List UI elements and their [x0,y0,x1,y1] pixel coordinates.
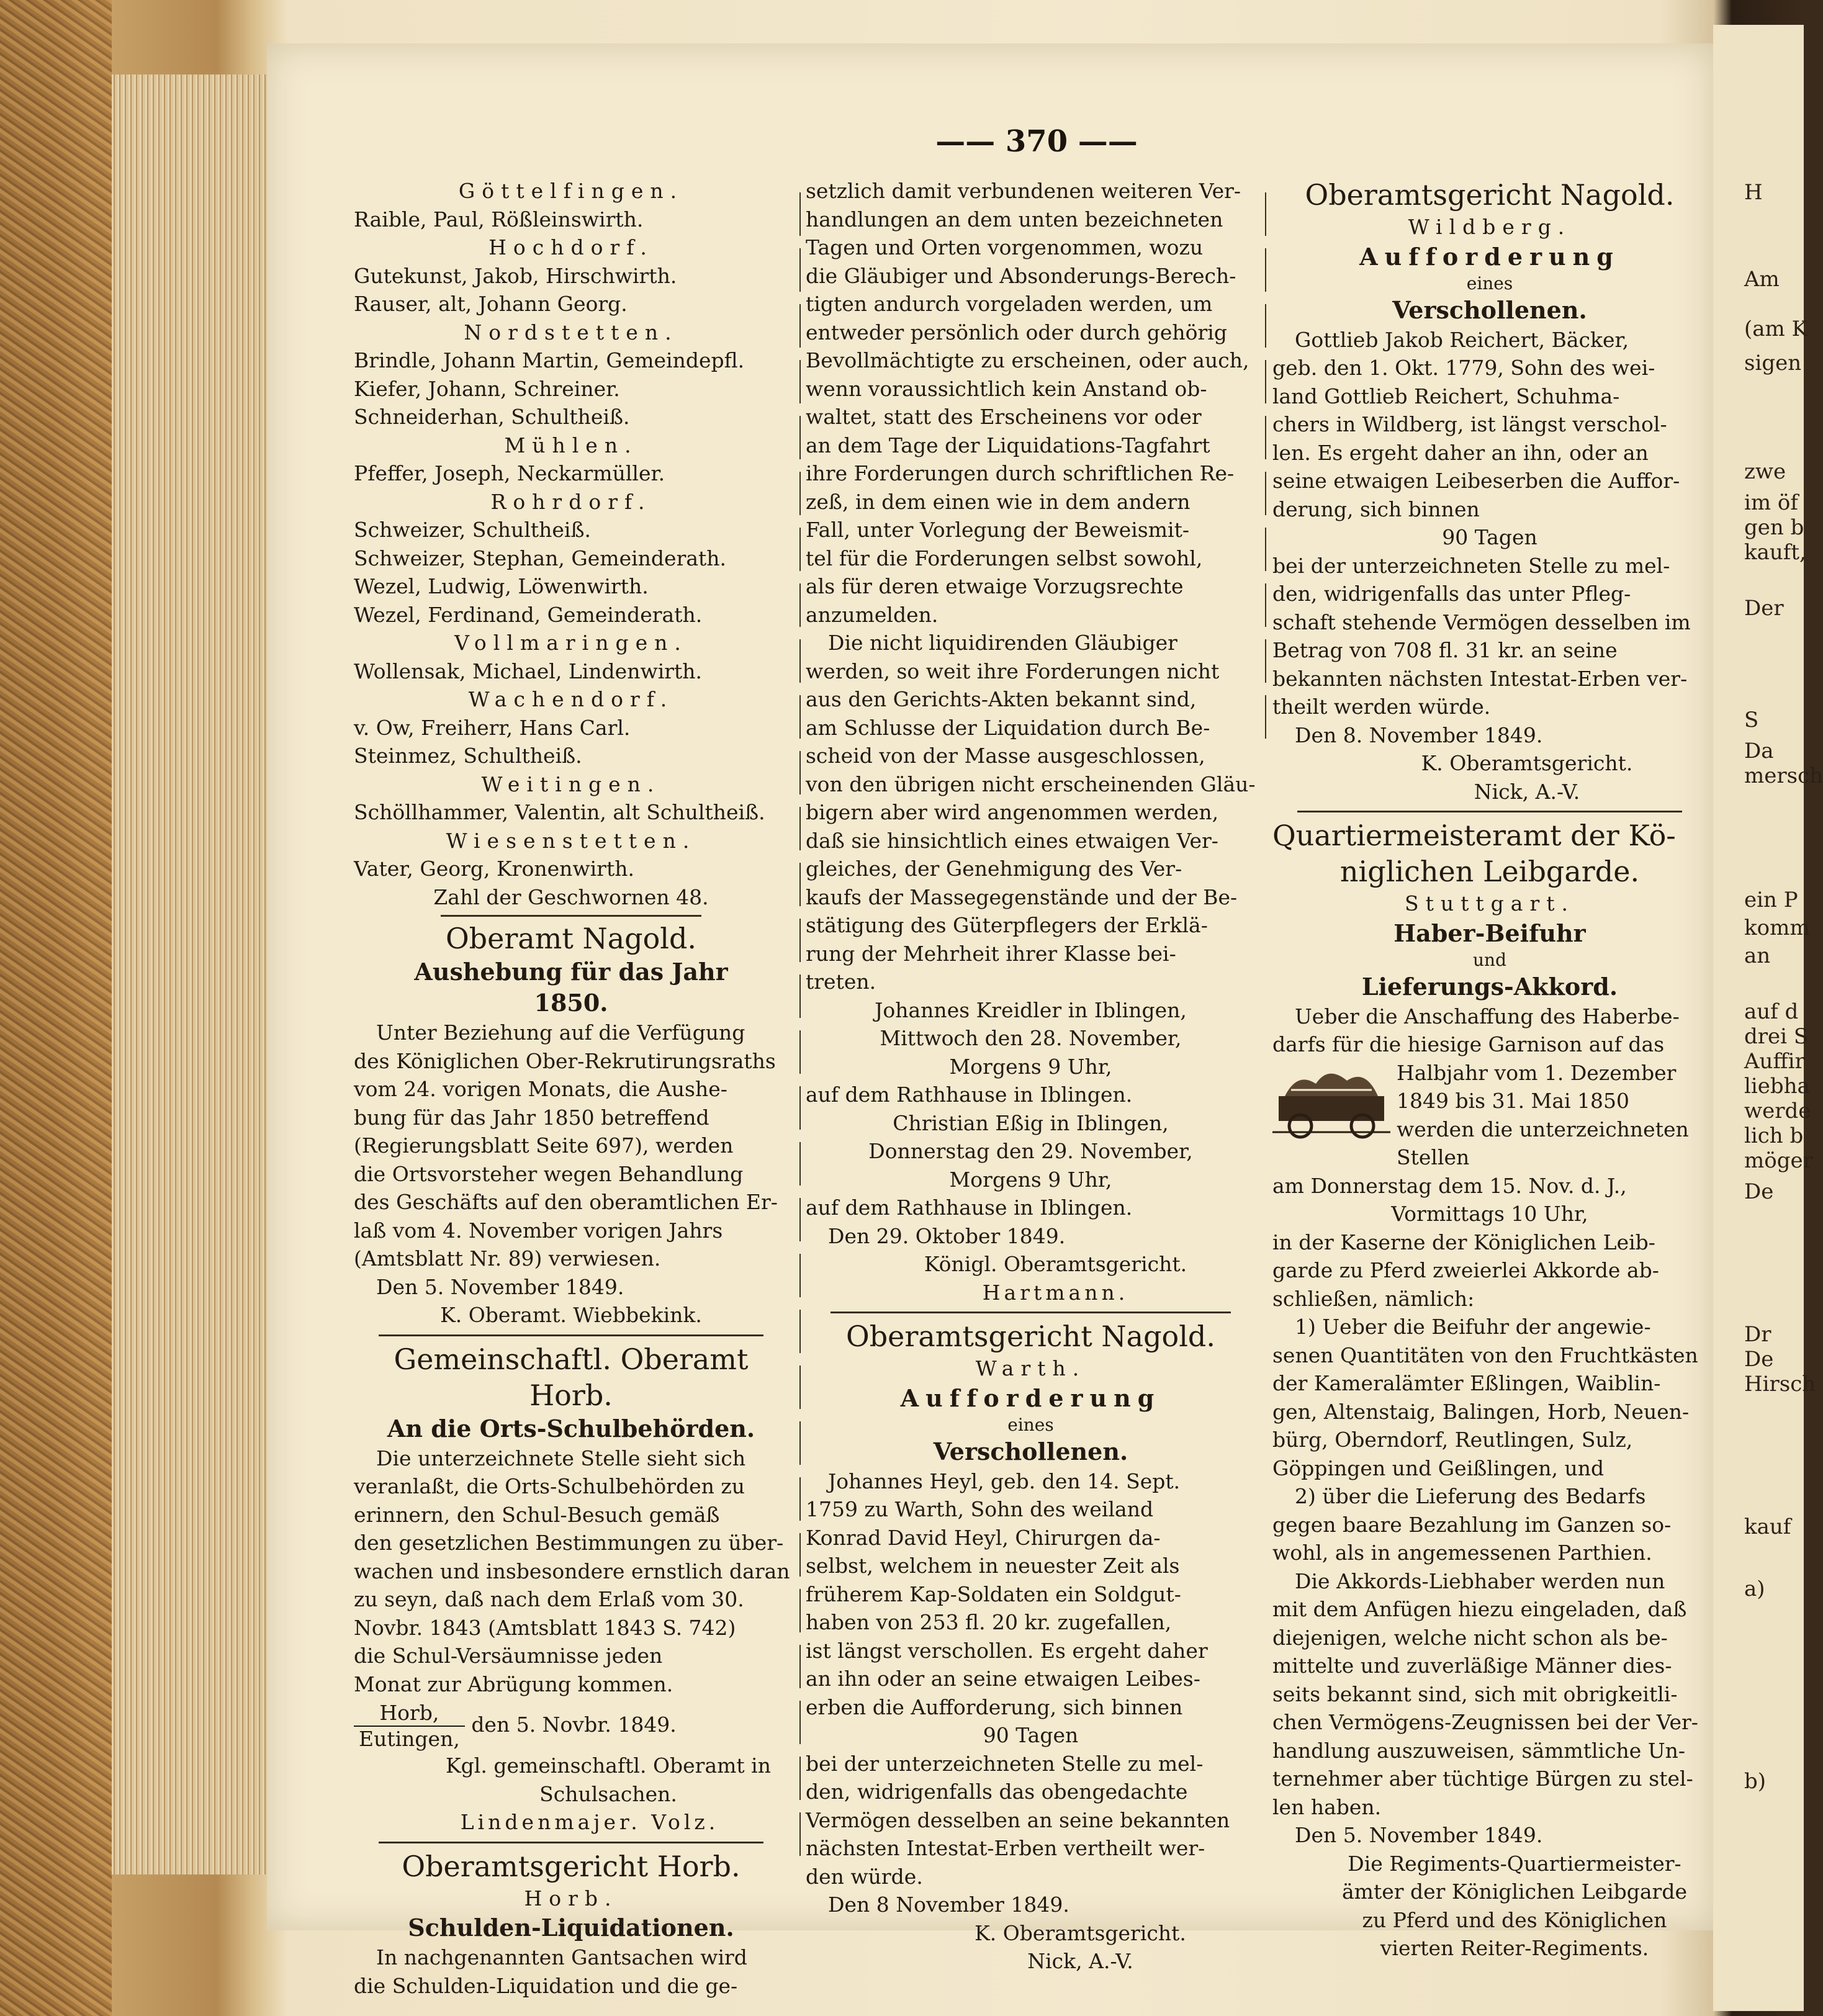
liquidation-dates [806,996,1256,1222]
facing-page-text: möger [1744,1148,1813,1173]
text-line: bürg, Oberndorf, Reutlingen, Sulz, [1272,1428,1633,1452]
text-line: Die Akkords-Liebhaber werden nun [1295,1568,1665,1593]
text-line: geb. den 1. Okt. 1779, Sohn des wei- [1272,356,1655,380]
text-line: Vormittags 10 Uhr, [1391,1202,1588,1226]
section-place: Warth. [975,1356,1086,1380]
text-line: 2) über die Lieferung des Bedarfs [1295,1484,1646,1508]
place-bracket [354,1701,465,1752]
text-line: bei der unterzeichneten Stelle zu mel- [806,1751,1204,1776]
text-line: Johannes Kreidler in Iblingen, [875,997,1187,1022]
section-subtitle: An die Orts-Schulbehörden. [387,1414,755,1442]
text-line: bigern aber wird angenommen werden, [806,800,1219,824]
facing-page-text: Da [1744,739,1774,763]
notice-date: Den 5. November 1849. [376,1274,624,1299]
text-line: tel für die Forderungen selbst sowohl, [806,546,1203,570]
text-line: werden, so weit ihre Forderungen nicht [806,659,1220,683]
facing-page-text: Am [1744,267,1780,292]
text-line: senen Quantitäten von den Fruchtkästen [1272,1343,1698,1367]
facing-page-text: S [1744,708,1759,732]
text-line: In nachgenannten Gantsachen wird [376,1945,747,1969]
section-subtitle: Verschollenen. [933,1437,1128,1465]
text-line: seine etwaigen Leibeserben die Auffor- [1272,469,1680,493]
text-line: die Schul-Versäumnisse jeden [354,1644,663,1668]
section-place: Wildberg. [1408,215,1572,239]
facing-page-text: De [1744,1347,1774,1372]
page-number: —— 370 —— [935,124,1138,159]
text-line: Kiefer, Johann, Schreiner. [354,376,620,401]
notice-date: Den 8. November 1849. [1295,722,1543,747]
text-line: 1) Ueber die Beifuhr der angewie- [1295,1315,1651,1339]
text-line: ihre Forderungen durch schriftlichen Re- [806,461,1235,485]
notice-signature: K. Oberamt. Wiebbekink. [440,1303,702,1327]
notice-signature: Königl. Oberamtsgericht. [924,1252,1187,1276]
notice-body [354,1019,788,1273]
text-line: derung, sich binnen [1272,497,1480,521]
text-line: den, widrigenfalls das unter Pfleg- [1272,582,1631,606]
facing-page-text: b) [1744,1769,1767,1794]
deadline-days: 90 Tagen [983,1723,1079,1747]
text-line: wohl, als in angemessenen Parthien. [1272,1541,1652,1565]
notice-signature: K. Oberamtsgericht. [1421,751,1633,775]
facing-page-text: kauft, [1744,540,1806,565]
notice-date: Den 8 November 1849. [828,1892,1069,1917]
column-divider-2 [1265,192,1266,751]
text-line: chen Vermögens-Zeugnissen bei der Ver- [1272,1710,1698,1734]
text-line: Wachendorf. [468,687,674,711]
text-line: den, widrigenfalls das obengedachte [806,1780,1188,1804]
facing-page-text: De [1744,1179,1774,1204]
text-line: Novbr. 1843 (Amtsblatt 1843 S. 742) [354,1615,736,1640]
facing-page-text: im öf [1744,490,1798,515]
text-line: daß sie hinsichtlich eines etwaigen Ver- [806,828,1218,853]
notice-date: Den 5. November 1849. [1295,1823,1543,1847]
text-line: chers in Wildberg, ist längst verschol- [1272,412,1667,436]
text-line: Gottlieb Jakob Reichert, Bäcker, [1295,327,1629,352]
text-line: seits bekannt sind, sich mit obrigkeitli- [1272,1681,1678,1706]
text-line: mit dem Anfügen hiezu eingeladen, daß [1272,1597,1687,1621]
divider [441,915,701,917]
text-line: rung der Mehrheit ihrer Klasse bei- [806,941,1176,966]
text-line: an dem Tage der Liquidations-Tagfahrt [806,433,1210,457]
text-line: laß vom 4. November vorigen Jahrs [354,1218,723,1243]
facing-page-text: mersch [1744,763,1823,788]
text-line: Vollmaringen. [454,631,688,655]
facing-page-text: ein P [1744,888,1798,912]
section-title: Oberamtsgericht Horb. [402,1849,740,1883]
text-line: v. Ow, Freiherr, Hans Carl. [354,715,631,740]
text-line: Mittwoch den 28. November, [880,1026,1182,1050]
place-eutingen: Eutingen, [359,1727,460,1751]
facing-page-text: drei S [1744,1024,1809,1049]
text-line: Die nicht liquidirenden Gläubiger [828,631,1177,655]
text-line: Donnerstag den 29. November, [868,1139,1193,1163]
notice-signature-name: Nick, A.-V. [1474,779,1580,804]
section-place: Horb. [524,1886,618,1910]
section-subtitle-small: eines [1007,1414,1054,1435]
text-line: Betrag von 708 fl. 31 kr. an seine [1272,638,1618,662]
text-line: zu Pferd und des Königlichen [1362,1907,1667,1932]
text-line: nächsten Intestat-Erben vertheilt wer- [806,1836,1205,1860]
text-line: Steinmez, Schultheiß. [354,744,582,768]
text-line: Halbjahr vom 1. Dezember [1397,1060,1677,1085]
text-line: (Amtsblatt Nr. 89) verwiesen. [354,1246,661,1271]
text-line: scheid von der Masse ausgeschlossen, [806,744,1205,768]
column-1 [354,177,788,2000]
text-line: Die Regiments-Quartiermeister- [1348,1851,1681,1876]
divider [830,1312,1231,1313]
text-line: an ihn oder an seine etwaigen Leibes- [806,1667,1200,1691]
text-line: der Kameralämter Eßlingen, Waiblin- [1272,1371,1661,1395]
text-line: Wiesenstetten. [446,828,696,853]
text-line: die Ortsvorsteher wegen Behandlung [354,1161,744,1186]
notice-signature: Kgl. gemeinschaftl. Oberamt in [446,1753,771,1778]
facing-page-text: werde [1744,1099,1811,1123]
notice-signature [1272,1850,1707,1963]
text-line: Raible, Paul, Rößleinswirth. [354,207,644,232]
jury-list [354,177,788,911]
text-line: Wezel, Ferdinand, Gemeinderath. [354,602,703,627]
text-line: vom 24. vorigen Monats, die Aushe- [354,1077,727,1101]
text-line: schaft stehende Vermögen desselben im [1272,610,1691,634]
section-title-cont: niglichen Leibgarde. [1339,855,1640,888]
divider [379,1334,763,1336]
column-3 [1272,177,1707,1963]
facing-page-text: gen b [1744,515,1804,540]
notice-line: Ueber die Anschaffung des Haberbe- [1295,1004,1680,1028]
text-line: Johannes Heyl, geb. den 14. Sept. [828,1469,1181,1493]
section-title: Oberamtsgericht Nagold. [846,1320,1215,1353]
section-subtitle-small: und [1473,949,1506,970]
text-line: treten. [806,970,876,994]
place-horb: Horb, [354,1701,465,1727]
text-line: bung für das Jahr 1850 betreffend [354,1105,709,1130]
text-line: Die unterzeichnete Stelle sieht sich [376,1446,746,1470]
notice-body [1272,552,1707,721]
notice-signature: K. Oberamtsgericht. [975,1920,1186,1945]
text-line: am Schlusse der Liquidation durch Be- [806,715,1210,740]
text-line: den gesetzlichen Bestimmungen zu über- [354,1531,784,1555]
section-subtitle: Haber-Beifuhr [1393,919,1586,947]
notice-body [806,629,1256,996]
text-line: Bevollmächtigte zu erscheinen, oder auch, [806,348,1249,372]
text-line: Brindle, Johann Martin, Gemeindepfl. [354,348,745,372]
text-line: anzumelden. [806,602,939,627]
text-line: haben von 253 fl. 20 kr. zugefallen, [806,1610,1172,1634]
section-title: Gemeinschaftl. Oberamt Horb. [394,1342,749,1412]
text-line: des Geschäfts auf den oberamtlichen Er- [354,1190,778,1214]
text-line: Tagen und Orten vorgenommen, wozu [806,235,1204,259]
text-line: tigten andurch vorgeladen werden, um [806,292,1213,316]
text-line: gen, Altenstaig, Balingen, Horb, Neuen- [1272,1399,1690,1424]
text-line: den würde. [806,1864,923,1889]
place-date-block [354,1698,788,1752]
text-line: Vermögen desselben an seine bekannten [806,1807,1230,1832]
section-subtitle: Aufforderung [1359,242,1620,271]
text-line: in der Kaserne der Königlichen Leib- [1272,1230,1655,1254]
newspaper-page [267,43,1713,1998]
text-line: Schweizer, Stephan, Gemeinderath. [354,546,727,570]
text-line: Weitingen. [481,772,661,796]
page-stack-edges [112,74,273,1874]
woodcut-text [1397,1059,1707,1172]
notice-date: Den 29. Oktober 1849. [828,1223,1066,1248]
notice-body [354,1943,788,2000]
text-line: auf dem Rathhause in Iblingen. [806,1082,1133,1107]
facing-page-text: sigen [1744,351,1802,376]
text-line: selbst, welchem in neuester Zeit als [806,1554,1180,1578]
text-line: schließen, nämlich: [1272,1286,1475,1311]
section-subtitle: Aufforderung [900,1384,1161,1412]
facing-page-text: liebha [1744,1074,1810,1099]
text-line: Schöllhammer, Valentin, alt Schultheiß. [354,800,765,824]
text-line: Morgens 9 Uhr, [949,1054,1112,1079]
section-place: Stuttgart. [1405,891,1575,916]
divider [379,1842,763,1843]
section-subtitle: Lieferungs-Akkord. [1361,972,1618,1001]
text-line: wenn voraussichtlich kein Anstand ob- [806,376,1207,401]
section-title: Quartiermeisteramt der Kö- [1272,819,1676,852]
text-line: Gutekunst, Jakob, Hirschwirth. [354,263,677,288]
text-line: garde zu Pferd zweierlei Akkorde ab- [1272,1258,1659,1282]
book-cover-edge [0,0,112,2016]
text-line: Rauser, alt, Johann Georg. [354,292,628,316]
deadline-days: 90 Tagen [1442,525,1537,549]
text-line: ämter der Königlichen Leibgarde [1342,1879,1687,1904]
notice-line: darfs für die hiesige Garnison auf das [1272,1032,1665,1056]
notice-signature-name: Nick, A.-V. [1027,1949,1133,1973]
text-line: gegen baare Bezahlung im Ganzen so- [1272,1512,1672,1537]
notice-signature-names: Lindenmajer. Volz. [460,1810,719,1834]
text-line: setzlich damit verbundenen weiteren Ver- [806,179,1241,203]
text-line: Fall, unter Vorlegung der Beweismit- [806,518,1189,542]
text-line: die Schulden-Liquidation und die ge- [354,1973,738,1998]
text-line: Mühlen. [504,433,638,457]
text-line: handlung auszuweisen, sämmtliche Un- [1272,1738,1686,1763]
section-subtitle: Verschollenen. [1392,295,1587,324]
text-line: ist längst verschollen. Es ergeht daher [806,1638,1208,1663]
notice-body [806,177,1256,629]
text-line: Monat zur Abrügung kommen. [354,1672,673,1696]
text-line: werden die unterzeichneten [1397,1117,1689,1141]
facing-page-text: Hirsch [1744,1372,1816,1397]
text-line: land Gottlieb Reichert, Schuhma- [1272,384,1620,408]
text-line: von den übrigen nicht erscheinenden Gläu- [806,772,1256,796]
notice-signature: Schulsachen. [539,1781,677,1806]
facing-page-text: komm [1744,916,1810,940]
text-line: Morgens 9 Uhr, [949,1167,1112,1192]
facing-page-text: zwe [1744,459,1786,484]
text-line: mittelte und zuverläßige Männer dies- [1272,1654,1672,1678]
text-line: Christian Eßig in Iblingen, [893,1110,1169,1135]
text-line: Rohrdorf. [490,489,652,514]
text-line: 1849 bis 31. Mai 1850 [1397,1089,1630,1113]
text-line: Zahl der Geschwornen 48. [433,884,709,909]
text-line: zeß, in dem einen wie in dem andern [806,489,1191,514]
text-line: theilt werden würde. [1272,695,1491,719]
text-line: kaufs der Massegegenstände und der Be- [806,884,1238,909]
notice-signature-name: Hartmann. [982,1280,1129,1305]
section-subtitle: Aushebung für das Jahr [414,958,728,986]
column-divider-1 [799,192,801,1868]
text-line: bei der unterzeichneten Stelle zu mel- [1272,553,1670,578]
text-line: vierten Reiter-Regiments. [1380,1936,1649,1960]
section-subtitle-year: 1850. [534,989,608,1017]
facing-page-text: H [1744,180,1763,205]
text-line: erinnern, den Schul-Besuch gemäß [354,1502,720,1527]
facing-page-text: lich b [1744,1123,1804,1148]
facing-page-text: (am K [1744,317,1807,341]
facing-page-text: auf d [1744,999,1799,1024]
text-line: stätigung des Güterpflegers der Erklä- [806,913,1208,937]
notice-body [1272,326,1707,524]
text-line: auf dem Rathhause in Iblingen. [806,1195,1133,1220]
text-line: am Donnerstag dem 15. Nov. d. J., [1272,1173,1627,1198]
text-line: erben die Aufforderung, sich binnen [806,1694,1183,1719]
notice-body [354,1444,788,1699]
text-line: Vater, Georg, Kronenwirth. [354,857,634,881]
text-line: veranlaßt, die Orts-Schulbehörden zu [354,1474,745,1498]
text-line: die Gläubiger und Absonderungs-Berech- [806,263,1236,288]
facing-page-text: Auffir [1744,1049,1805,1074]
text-line: als für deren etwaige Vorzugsrechte [806,574,1184,598]
text-line: Nordstetten. [464,320,678,344]
column-2 [806,177,1256,1976]
section-title: Oberamt Nagold. [445,922,697,955]
section-title: Oberamtsgericht Nagold. [1305,178,1675,212]
grain-wagon-woodcut [1272,1059,1390,1140]
text-line: bekannten nächsten Intestat-Erben ver- [1272,666,1688,691]
notice-date: den 5. Novbr. 1849. [471,1712,677,1737]
divider [1297,811,1682,812]
text-line: ternehmer aber tüchtige Bürgen zu stel- [1272,1766,1693,1791]
text-line: 1759 zu Warth, Sohn des weiland [806,1497,1154,1521]
text-line: wachen und insbesondere ernstlich daran [354,1559,790,1583]
text-line: Wollensak, Michael, Lindenwirth. [354,659,703,683]
text-line: handlungen an dem unten bezeichneten [806,207,1223,232]
text-line: diejenigen, welche nicht schon als be- [1272,1625,1668,1650]
text-line: waltet, statt des Erscheinens vor oder [806,405,1202,429]
text-line: früherem Kap-Soldaten ein Soldgut- [806,1582,1181,1606]
text-line: aus den Gerichts-Akten bekannt sind, [806,687,1197,711]
text-line: gleiches, der Genehmigung des Ver- [806,857,1182,881]
text-line: Göttelfingen. [458,179,684,203]
text-line: Schweizer, Schultheiß. [354,518,591,542]
text-line: des Königlichen Ober-Rekrutirungsraths [354,1048,776,1073]
text-line: Unter Beziehung auf die Verfügung [376,1020,745,1045]
text-line: (Regierungsblatt Seite 697), werden [354,1133,734,1158]
facing-page-text: a) [1744,1577,1765,1601]
text-line: Schneiderhan, Schultheiß. [354,405,630,429]
text-line: entweder persönlich oder durch gehörig [806,320,1227,344]
text-line: len. Es ergeht daher an ihn, oder an [1272,440,1649,465]
notice-body [1272,1172,1707,1822]
text-line: zu seyn, daß nach dem Erlaß vom 30. [354,1587,744,1611]
woodcut-paragraph [1272,1059,1707,1172]
text-line: Hochdorf. [488,235,654,259]
text-line: Stellen [1397,1145,1470,1169]
facing-page-text: an [1744,943,1771,968]
text-line: Wezel, Ludwig, Löwenwirth. [354,574,649,598]
section-subtitle-small: eines [1466,272,1513,294]
facing-page-text: Der [1744,596,1784,621]
facing-page-text: Dr [1744,1322,1771,1347]
facing-page-text: kauf [1744,1514,1791,1539]
notice-body [806,1467,1256,1722]
notice-body [806,1750,1256,1891]
text-line: Göppingen und Geißlingen, und [1272,1456,1605,1480]
text-line: len haben. [1272,1794,1382,1819]
section-subtitle: Schulden-Liquidationen. [408,1914,734,1942]
text-line: Konrad David Heyl, Chirurgen da- [806,1525,1161,1550]
text-line: Pfeffer, Joseph, Neckarmüller. [354,461,665,485]
